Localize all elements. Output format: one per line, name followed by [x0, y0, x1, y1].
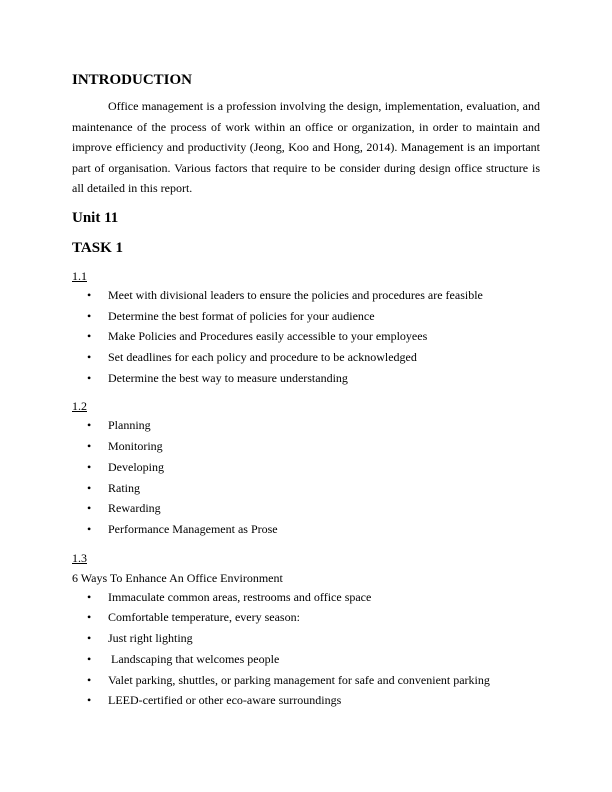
- list-item-text: Monitoring: [108, 439, 163, 454]
- bullet-icon: •: [87, 459, 92, 474]
- list-item: [72, 607, 540, 628]
- bullet-list: [72, 285, 540, 389]
- list-item: [72, 478, 540, 499]
- list-item: [72, 285, 540, 306]
- bullet-icon: •: [87, 329, 92, 344]
- list-item: [72, 457, 540, 478]
- section-number: 1.1: [72, 268, 87, 283]
- bullet-icon: •: [87, 651, 92, 666]
- list-item: [72, 436, 540, 457]
- list-item: [72, 326, 540, 347]
- bullet-icon: •: [87, 370, 92, 385]
- section-1-2: [72, 397, 540, 539]
- list-item-text: LEED-certified or other eco-aware surroundings: [108, 693, 342, 708]
- document-page: [72, 70, 540, 711]
- list-item: [72, 519, 540, 540]
- list-item: [72, 415, 540, 436]
- bullet-icon: •: [87, 501, 92, 516]
- bullet-icon: •: [87, 693, 92, 708]
- list-item: [72, 690, 540, 711]
- bullet-icon: •: [87, 418, 92, 433]
- list-item-text: Determine the best way to measure understanding: [108, 370, 348, 385]
- task-title: TASK 1: [72, 239, 123, 256]
- list-item-text: Valet parking, shuttles, or parking management for safe and convenient parking: [108, 672, 490, 687]
- list-item-text: Meet with divisional leaders to ensure the policies and procedures are feasible: [108, 287, 483, 302]
- bullet-icon: •: [87, 350, 92, 365]
- bullet-icon: •: [87, 480, 92, 495]
- bullet-icon: •: [87, 287, 92, 302]
- section-1-1: [72, 267, 540, 389]
- list-item: [72, 306, 540, 327]
- section-1-3: [72, 549, 540, 711]
- bullet-list: [72, 587, 540, 711]
- bullet-icon: •: [87, 589, 92, 604]
- bullet-icon: •: [87, 308, 92, 323]
- introduction-heading: INTRODUCTION: [72, 72, 193, 88]
- list-item: [72, 368, 540, 389]
- list-item: [72, 628, 540, 649]
- section-subtitle: 6 Ways To Enhance An Office Environment: [72, 570, 283, 585]
- list-item: [72, 587, 540, 608]
- list-item: [72, 498, 540, 519]
- bullet-icon: •: [87, 610, 92, 625]
- list-item-text: Developing: [108, 459, 164, 474]
- bullet-list: [72, 415, 540, 539]
- list-item-text: Planning: [108, 418, 151, 433]
- list-item-text: Landscaping that welcomes people: [108, 651, 280, 666]
- list-item-text: Rewarding: [108, 501, 161, 516]
- unit-title: Unit 11: [72, 209, 119, 226]
- list-item-text: Just right lighting: [108, 631, 193, 646]
- list-item: [72, 670, 540, 691]
- list-item-text: Rating: [108, 480, 140, 495]
- bullet-icon: •: [87, 439, 92, 454]
- list-item-text: Comfortable temperature, every season:: [108, 610, 300, 625]
- bullet-icon: •: [87, 631, 92, 646]
- bullet-icon: •: [87, 672, 92, 687]
- section-number: 1.3: [72, 550, 87, 565]
- introduction-paragraph: Office management is a profession involving the design, implementation, evaluation, and maintenance of the process of work within an office or organization, in order to maintain and improve efficiency and productivity (Jeong, Koo and Hong, 2014). Management is an important part of organisation. Various factors that require to be consider during design office structure is all detailed in this report.: [72, 99, 540, 196]
- bullet-icon: •: [87, 522, 92, 536]
- list-item-text: Make Policies and Procedures easily accessible to your employees: [108, 329, 428, 344]
- list-item-text: Immaculate common areas, restrooms and office space: [108, 589, 372, 604]
- list-item: [72, 649, 540, 670]
- list-item-text: Determine the best format of policies for your audience: [108, 308, 375, 323]
- list-item: [72, 347, 540, 368]
- section-number: 1.2: [72, 399, 87, 414]
- list-item-text: Performance Management as Prose: [108, 522, 278, 536]
- list-item-text: Set deadlines for each policy and procedure to be acknowledged: [108, 350, 417, 365]
